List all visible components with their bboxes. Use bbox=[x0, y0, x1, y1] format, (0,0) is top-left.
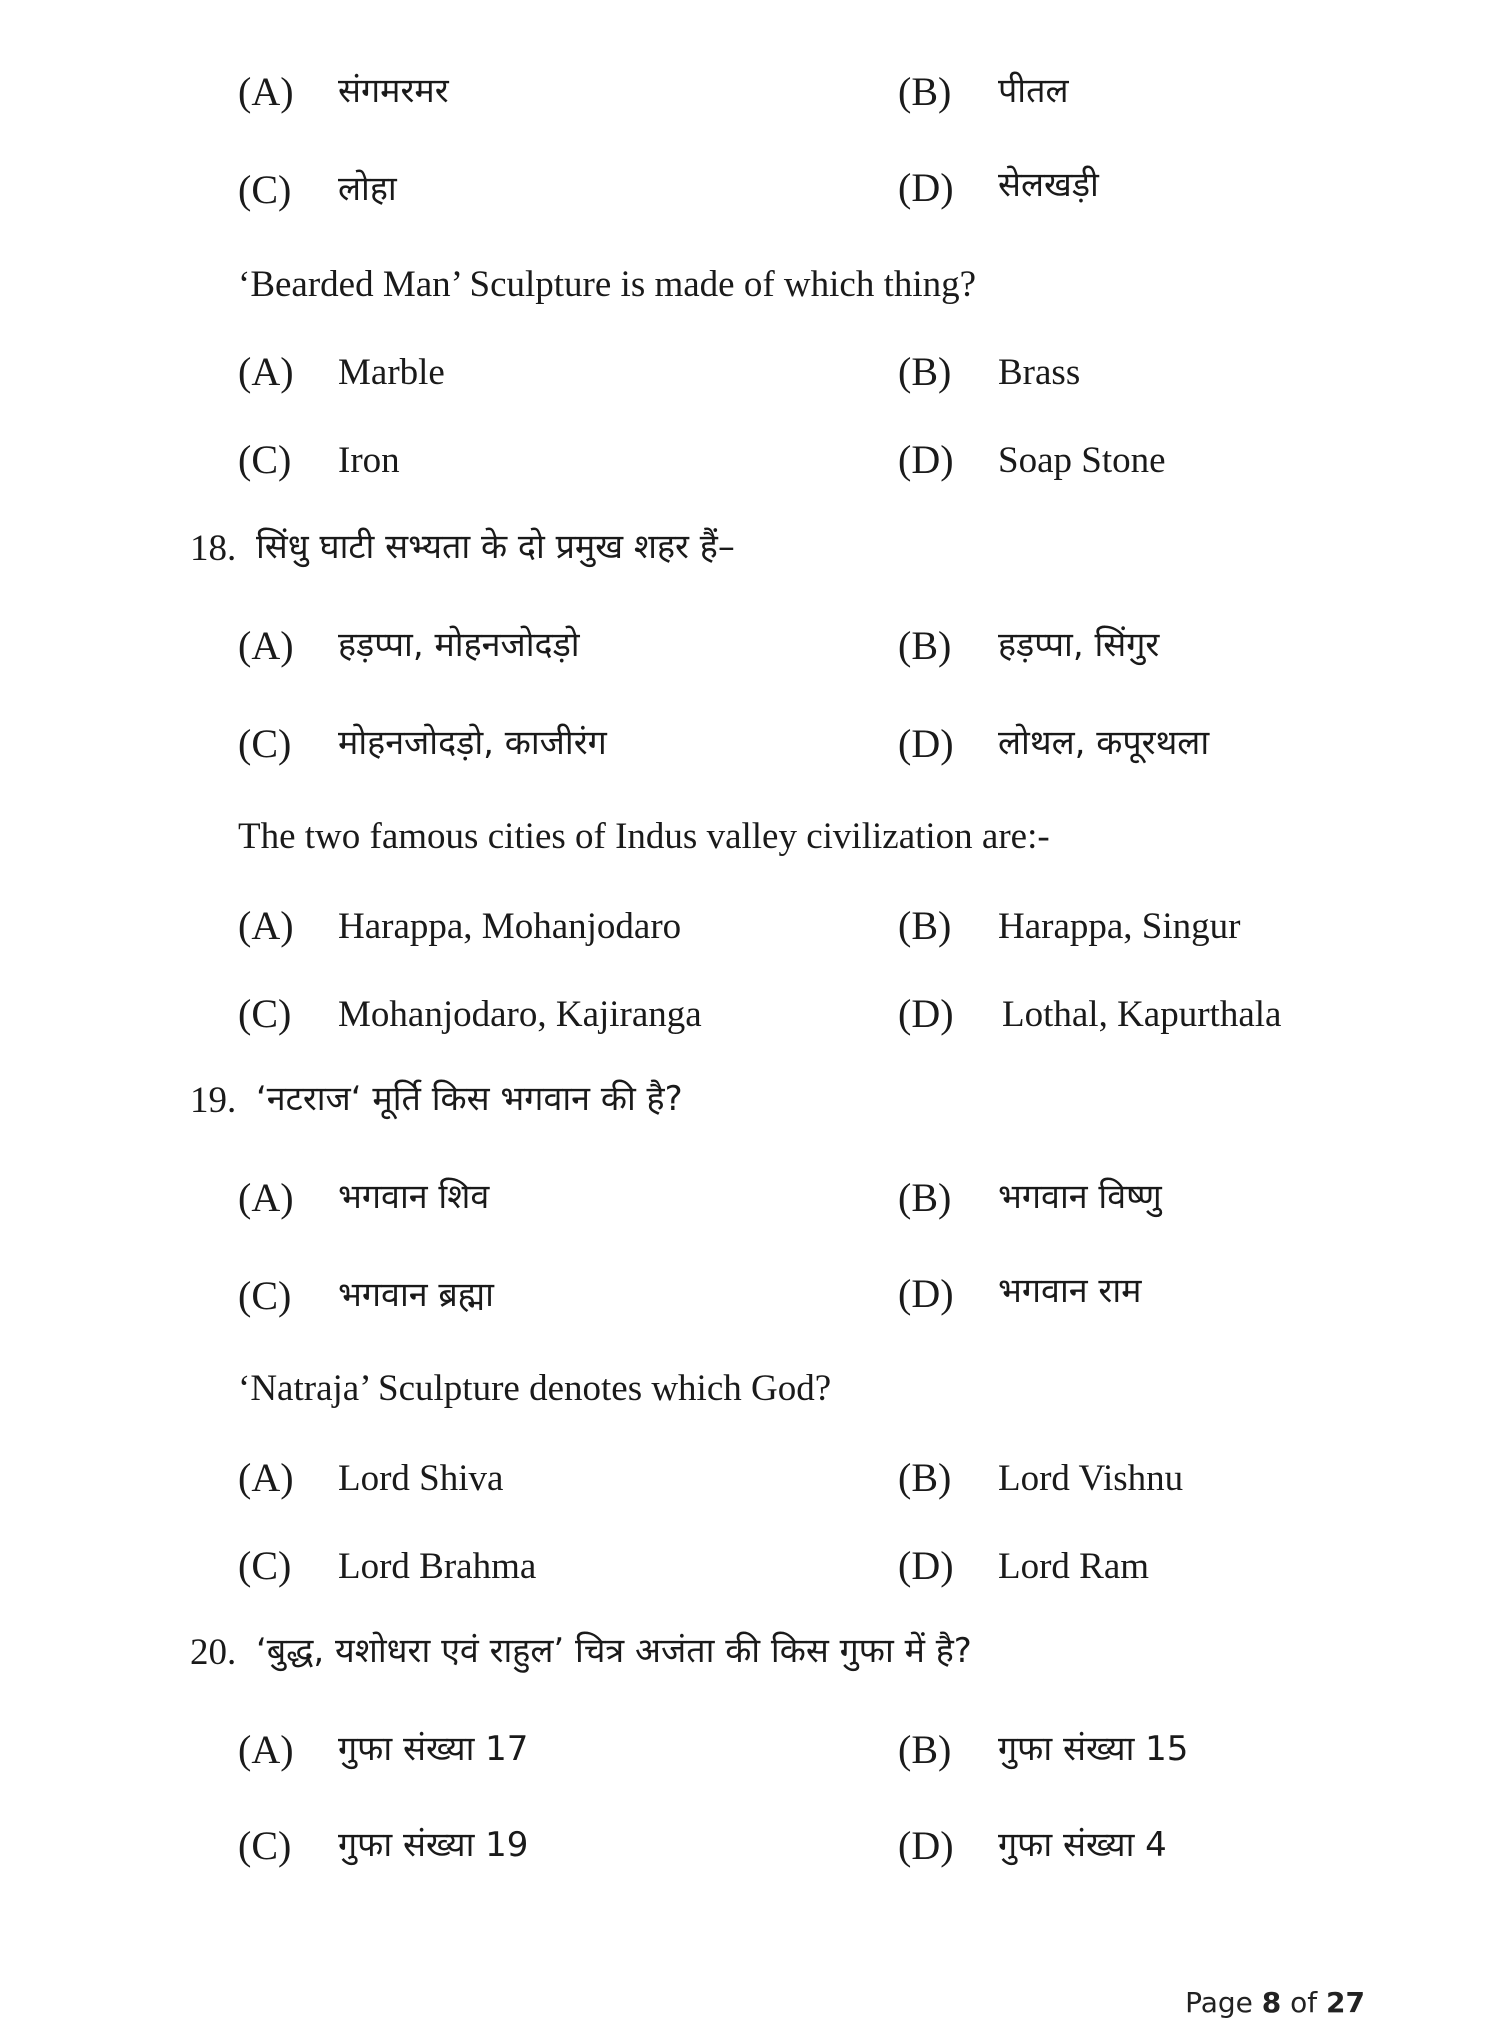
option-letter: (D) bbox=[898, 1823, 954, 1868]
page-current: 8 bbox=[1261, 1986, 1282, 2019]
option-text: गुफा संख्या 15 bbox=[998, 1729, 1189, 1769]
option-text: भगवान शिव bbox=[338, 1177, 490, 1217]
option-text: मोहनजोदड़ो, काजीरंग bbox=[338, 723, 607, 763]
question-text: ‘बुद्ध, यशोधरा एवं राहुल’ चित्र अजंता की किस गुफा में है? bbox=[256, 1631, 972, 1671]
option-text: Lord Ram bbox=[998, 1546, 1150, 1587]
question-text: सिंधु घाटी सभ्यता के दो प्रमुख शहर हैं– bbox=[256, 527, 735, 567]
option-letter: (C) bbox=[238, 167, 292, 212]
option-letter: (C) bbox=[238, 437, 292, 482]
option-letter: (B) bbox=[898, 623, 952, 668]
question-text: ‘Natraja’ Sculpture denotes which God? bbox=[238, 1368, 832, 1409]
question-number: 20. bbox=[190, 1632, 237, 1673]
option-text: भगवान विष्णु bbox=[998, 1177, 1162, 1217]
page-footer bbox=[1185, 1986, 1365, 2019]
option-letter: (B) bbox=[898, 1727, 952, 1772]
option-letter: (D) bbox=[898, 991, 954, 1036]
option-letter: (B) bbox=[898, 903, 952, 948]
option-text: गुफा संख्या 4 bbox=[998, 1825, 1167, 1865]
option-text: लोहा bbox=[338, 169, 397, 209]
option-letter: (C) bbox=[238, 1823, 292, 1868]
option-letter: (C) bbox=[238, 721, 292, 766]
option-text: Iron bbox=[338, 440, 400, 481]
question-text: The two famous cities of Indus valley civilization are:- bbox=[238, 816, 1050, 857]
option-text: भगवान ब्रह्मा bbox=[338, 1275, 494, 1315]
page-middle: of bbox=[1281, 1986, 1327, 2019]
option-letter: (D) bbox=[898, 721, 954, 766]
option-text: Mohanjodaro, Kajiranga bbox=[338, 994, 702, 1035]
option-text: सेलखड़ी bbox=[998, 165, 1099, 205]
option-text: संगमरमर bbox=[338, 71, 449, 111]
option-text: Brass bbox=[998, 352, 1081, 393]
option-letter: (C) bbox=[238, 1543, 292, 1588]
option-letter: (D) bbox=[898, 1271, 954, 1316]
option-text: Harappa, Singur bbox=[998, 906, 1241, 947]
question-text: ‘नटराज‘ मूर्ति किस भगवान की है? bbox=[256, 1079, 683, 1119]
option-text: लोथल, कपूरथला bbox=[998, 723, 1210, 763]
option-letter: (A) bbox=[238, 1727, 294, 1772]
option-letter: (B) bbox=[898, 1175, 952, 1220]
option-letter: (D) bbox=[898, 165, 954, 210]
option-letter: (A) bbox=[238, 903, 294, 948]
option-text: Marble bbox=[338, 352, 445, 393]
option-letter: (C) bbox=[238, 991, 292, 1036]
question-number: 19. bbox=[190, 1080, 237, 1121]
option-text: हड़प्पा, सिंगुर bbox=[998, 625, 1160, 665]
option-text: भगवान राम bbox=[998, 1271, 1142, 1311]
option-text: गुफा संख्या 17 bbox=[338, 1729, 529, 1769]
option-text: Lothal, Kapurthala bbox=[1002, 994, 1282, 1035]
option-letter: (A) bbox=[238, 69, 294, 114]
question-text: ‘Bearded Man’ Sculpture is made of which thing? bbox=[238, 264, 977, 305]
option-letter: (A) bbox=[238, 623, 294, 668]
option-text: पीतल bbox=[998, 71, 1069, 111]
option-letter: (A) bbox=[238, 1175, 294, 1220]
option-text: Lord Brahma bbox=[338, 1546, 537, 1587]
option-letter: (B) bbox=[898, 1455, 952, 1500]
question-number: 18. bbox=[190, 528, 237, 569]
option-letter: (A) bbox=[238, 349, 294, 394]
option-letter: (C) bbox=[238, 1273, 292, 1318]
option-text: हड़प्पा, मोहनजोदड़ो bbox=[338, 625, 580, 665]
page-total: 27 bbox=[1326, 1986, 1365, 2019]
option-text: Lord Shiva bbox=[338, 1458, 504, 1499]
option-text: गुफा संख्या 19 bbox=[338, 1825, 529, 1865]
option-letter: (B) bbox=[898, 69, 952, 114]
option-letter: (D) bbox=[898, 437, 954, 482]
option-letter: (D) bbox=[898, 1543, 954, 1588]
option-letter: (B) bbox=[898, 349, 952, 394]
option-letter: (A) bbox=[238, 1455, 294, 1500]
option-text: Lord Vishnu bbox=[998, 1458, 1184, 1499]
option-text: Harappa, Mohanjodaro bbox=[338, 906, 682, 947]
page-prefix: Page bbox=[1185, 1986, 1262, 2019]
option-text: Soap Stone bbox=[998, 440, 1166, 481]
